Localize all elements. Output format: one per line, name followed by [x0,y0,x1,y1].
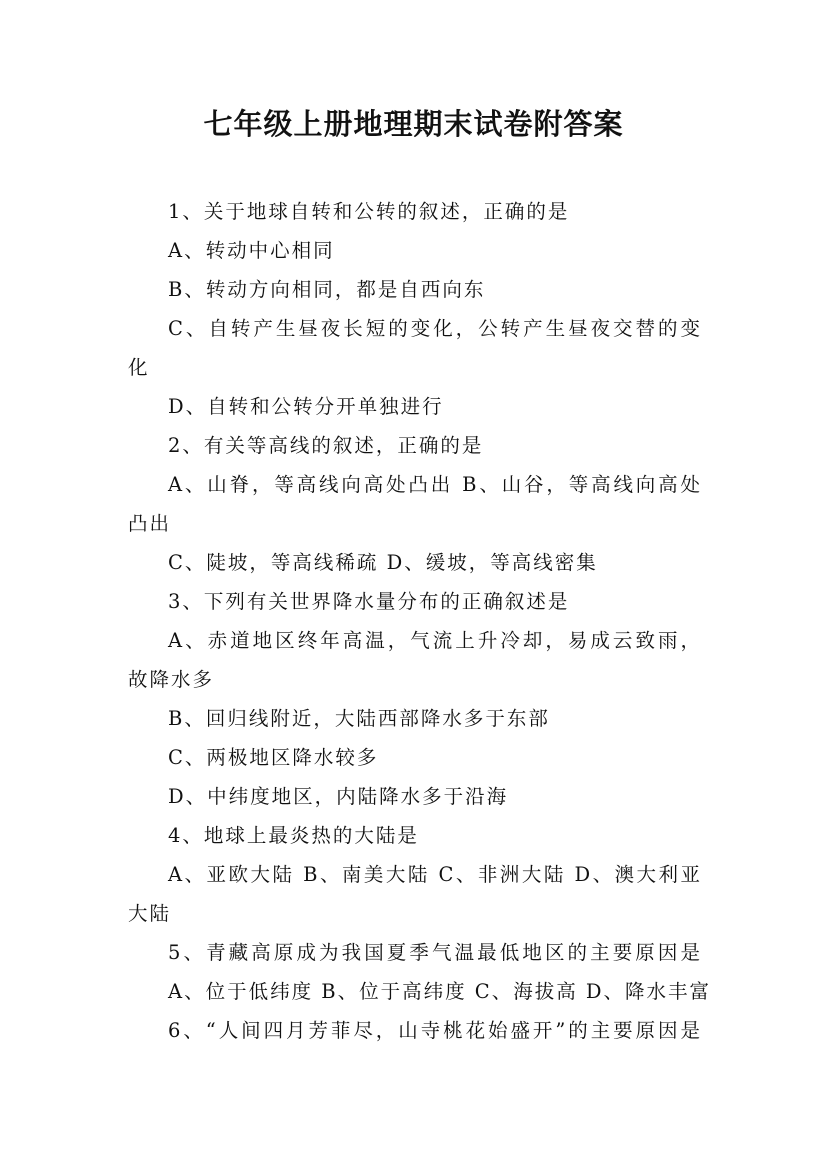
text-line: 凸出 [128,512,172,535]
text-line: A、转动中心相同 [168,239,335,262]
text-line: A、山脊，等高线向高处凸出 B、山谷，等高线向高处 [168,473,702,496]
document-title: 七年级上册地理期末试卷附答案 [203,107,624,141]
text-line: A、亚欧大陆 B、南美大陆 C、非洲大陆 D、澳大利亚 [168,863,702,886]
text-line: B、回归线附近，大陆西部降水多于东部 [168,707,550,730]
text-line: 3、下列有关世界降水量分布的正确叙述是 [168,590,570,613]
text-line: C、陡坡，等高线稀疏 D、缓坡，等高线密集 [168,551,598,574]
text-line: 1、关于地球自转和公转的叙述，正确的是 [168,200,570,223]
document-body [128,192,712,1050]
text-line: 故降水多 [128,668,215,691]
text-line: D、中纬度地区，内陆降水多于沿海 [168,785,509,808]
text-line: 5、青藏高原成为我国夏季气温最低地区的主要原因是 [168,941,702,964]
text-line: 化 [128,356,150,379]
text-line: A、赤道地区终年高温，气流上升冷却，易成云致雨， [168,629,702,652]
text-line: 2、有关等高线的叙述，正确的是 [168,434,484,457]
text-line: B、转动方向相同，都是自西向东 [168,278,486,301]
text-line: C、两极地区降水较多 [168,746,379,769]
text-line: 大陆 [128,902,172,925]
text-line: 4、地球上最炎热的大陆是 [168,824,419,847]
text-line: D、自转和公转分开单独进行 [168,395,444,418]
text-line: 6、“人间四月芳菲尽，山寺桃花始盛开”的主要原因是 [168,1019,702,1042]
text-line: C、自转产生昼夜长短的变化，公转产生昼夜交替的变 [168,317,702,340]
text-line: A、位于低纬度 B、位于高纬度 C、海拔高 D、降水丰富 [168,980,712,1003]
